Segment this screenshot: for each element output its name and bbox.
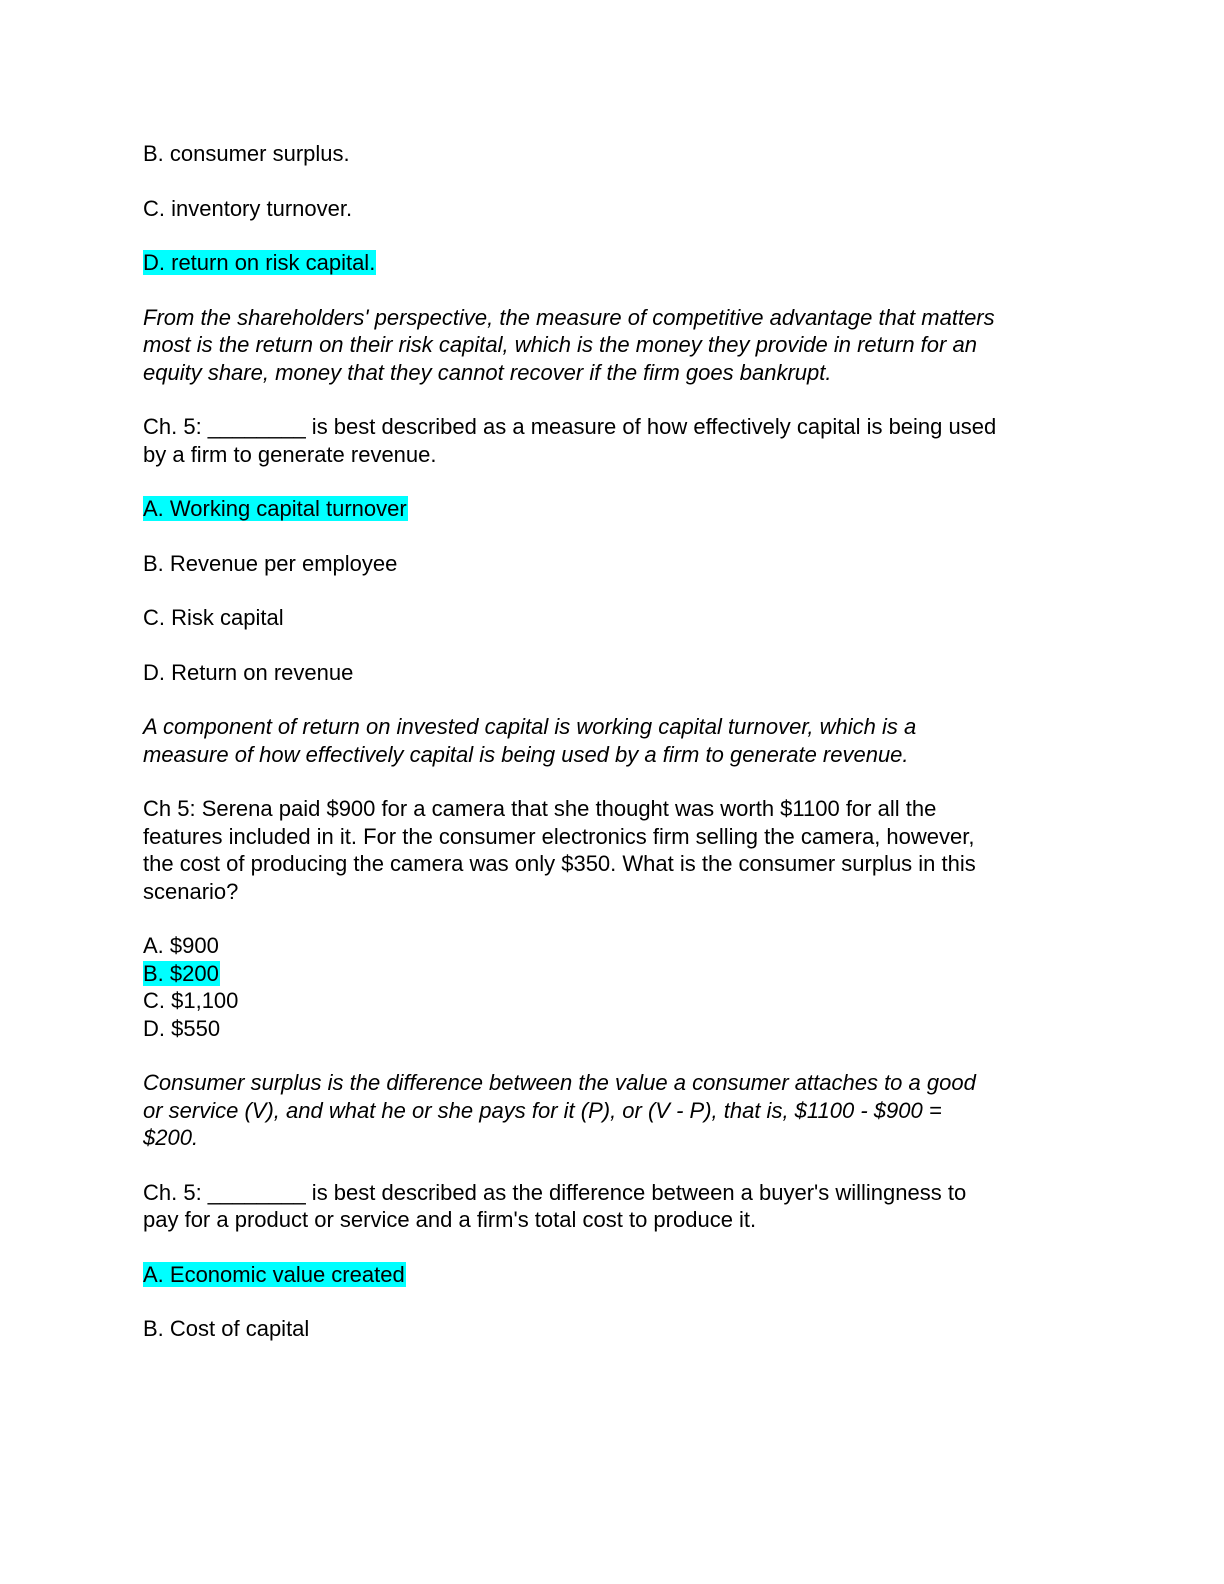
question-line: Ch 5: Serena paid $900 for a camera that she thought was worth $1100 for all the xyxy=(143,796,937,821)
answer-option: D. $550 xyxy=(143,1015,221,1041)
answer-explanation xyxy=(143,304,1083,387)
question-line: pay for a product or service and a firm's total cost to produce it. xyxy=(143,1207,757,1232)
answer-explanation xyxy=(143,1069,1083,1152)
question-line: scenario? xyxy=(143,878,239,904)
question-line: Ch. 5: ________ is best described as the difference between a buyer's willingness to xyxy=(143,1179,967,1205)
explanation-line: Consumer surplus is the difference between the value a consumer attaches to a good xyxy=(143,1070,976,1095)
explanation-line: most is the return on their risk capital, which is the money they provide in return for an xyxy=(143,332,977,357)
question-text xyxy=(143,413,1083,468)
correct-answer-highlight: D. return on risk capital. xyxy=(143,250,376,275)
explanation-line: equity share, money that they cannot recover if the firm goes bankrupt. xyxy=(143,359,832,385)
question-line: the cost of producing the camera was only $350. What is the consumer surplus in this xyxy=(143,851,976,876)
explanation-line: or service (V), and what he or she pays for it (P), or (V - P), that is, $1100 - $900 = xyxy=(143,1097,942,1123)
answer-option: B. Revenue per employee xyxy=(143,550,398,576)
question-line: Ch. 5: ________ is best described as a measure of how effectively capital is being used xyxy=(143,414,997,439)
answer-option: B. consumer surplus. xyxy=(143,141,350,166)
correct-answer-highlight: A. Working capital turnover xyxy=(143,496,407,521)
answer-option: C. Risk capital xyxy=(143,605,284,630)
answer-option-correct xyxy=(143,960,1083,988)
answer-option: B. Cost of capital xyxy=(143,1316,310,1341)
explanation-line: $200. xyxy=(143,1125,199,1150)
explanation-line: From the shareholders' perspective, the measure of competitive advantage that matters xyxy=(143,304,995,330)
explanation-line: measure of how effectively capital is being used by a firm to generate revenue. xyxy=(143,741,909,767)
document-page xyxy=(143,140,1083,1343)
answer-option-correct xyxy=(143,1261,1083,1289)
answer-option: A. $900 xyxy=(143,933,219,958)
answer-option: C. inventory turnover. xyxy=(143,195,353,221)
answer-option-correct xyxy=(143,495,1083,523)
question-text xyxy=(143,1179,1083,1234)
answer-option-correct xyxy=(143,249,1083,277)
answer-explanation xyxy=(143,713,1083,768)
answer-option: D. Return on revenue xyxy=(143,659,354,685)
question-line: by a firm to generate revenue. xyxy=(143,441,437,467)
answer-option: C. $1,100 xyxy=(143,988,239,1013)
explanation-line: A component of return on invested capital is working capital turnover, which is a xyxy=(143,714,917,739)
question-text xyxy=(143,795,1083,905)
correct-answer-highlight: A. Economic value created xyxy=(143,1261,405,1287)
correct-answer-highlight: B. $200 xyxy=(143,960,219,986)
question-line: features included in it. For the consumer electronics firm selling the camera, however, xyxy=(143,823,975,849)
